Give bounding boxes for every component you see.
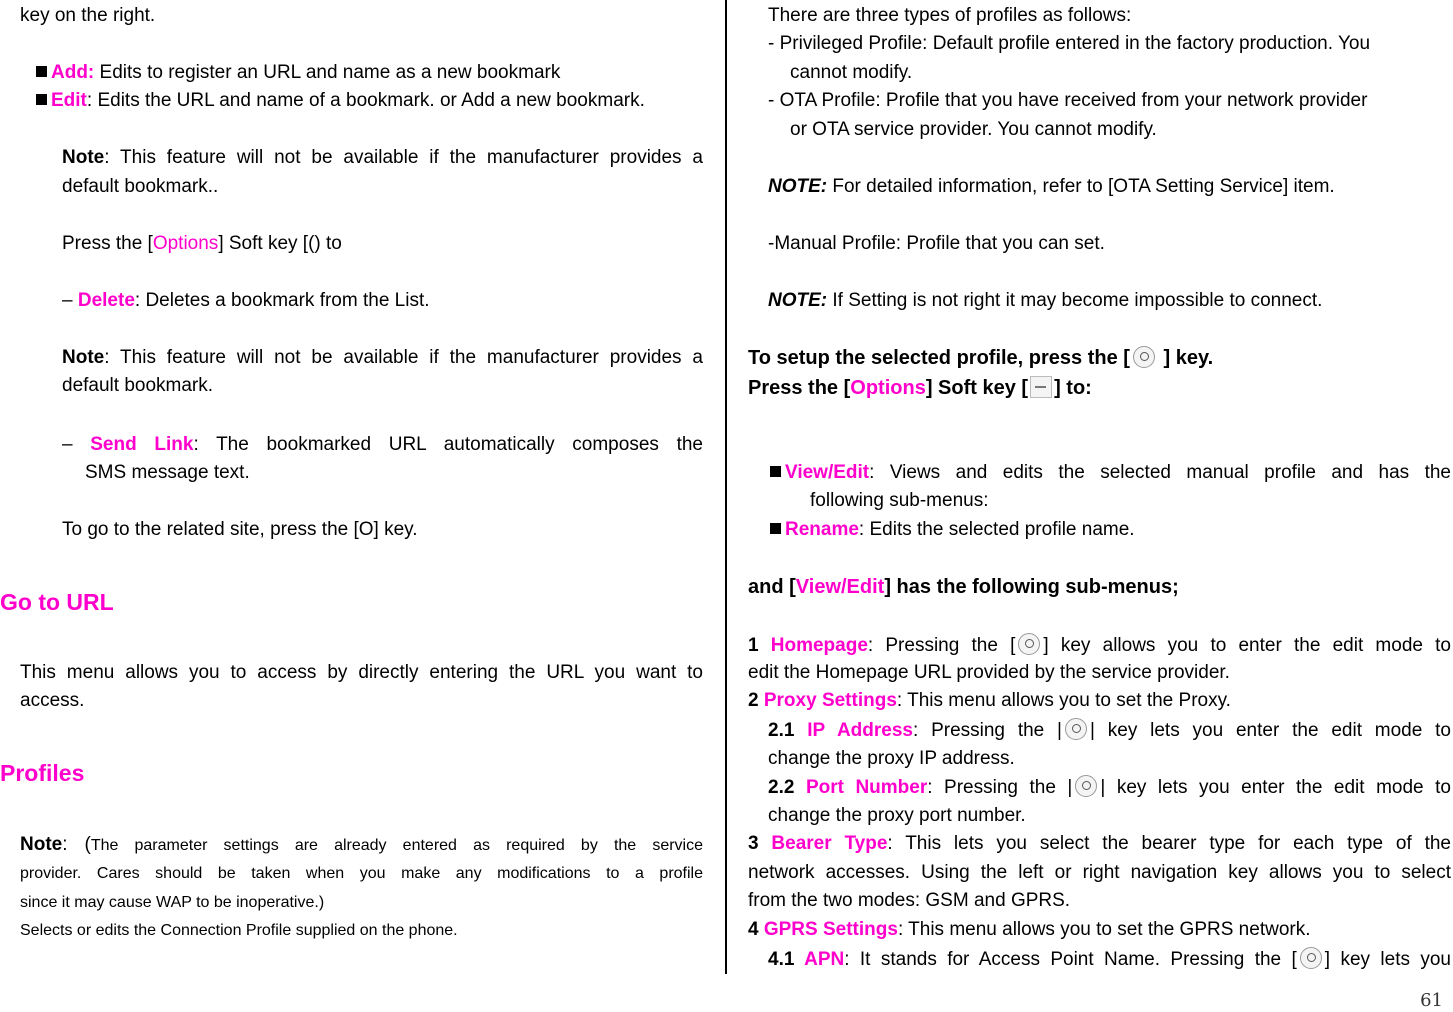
heading-profiles: Profiles [0,760,85,786]
press-options-line: Press the [Options] Soft key [() to [62,233,342,254]
goto-site-line: To go to the related site, press the [O] key. [62,519,418,540]
rename-item: Rename: Edits the selected profile name. [770,518,1135,542]
bullet-square-icon [36,94,47,105]
note-1-line-a: Note: This feature will not be available if the manufacturer provides a [62,147,703,168]
press-options-line: Press the [Options] Soft key [ ] to: [748,377,1092,399]
ok-key-icon [1065,718,1087,740]
ok-key-icon [1133,346,1155,368]
manual-profile-line: -Manual Profile: Profile that you can set. [768,233,1105,254]
ok-key-icon [1018,633,1040,655]
delete-item: – Delete: Deletes a bookmark from the List. [62,290,430,311]
ok-key-icon [1300,947,1322,969]
left-line-1: key on the right. [20,5,156,26]
soft-key-icon [1030,376,1052,398]
profiles-types-line: There are three types of profiles as follows: [768,5,1132,26]
homepage-line-a: 1 Homepage: Pressing the [ ] key allows you to enter the edit mode to [748,635,1451,656]
add-item: Add: Edits to register an URL and name as a new bookmark [36,61,560,85]
view-edit-item-b: following sub-menus: [810,490,989,511]
note-3-line-d: Selects or edits the Connection Profile supplied on the phone. [20,922,458,939]
ip-address-line-a: 2.1 IP Address: Pressing the | | key lets you enter the edit mode to [768,720,1451,741]
ota-line-b: or OTA service provider. You cannot modify. [790,119,1157,140]
ota-line-a: - OTA Profile: Profile that you have received from your network provider [768,90,1368,111]
note-3-line-c: since it may cause WAP to be inoperative.) [20,894,325,911]
note-b-line: NOTE: If Setting is not right it may become impossible to connect. [768,290,1323,311]
privileged-line-b: cannot modify. [790,62,913,83]
note-2-line-a: Note: This feature will not be available if the manufacturer provides a [62,347,703,368]
note-a-line: NOTE: For detailed information, refer to [OTA Setting Service] item. [768,176,1335,197]
note-3-line-a: Note: (The parameter settings are already entered as required by the service [20,834,704,855]
note-1-line-b: default bookmark.. [62,176,219,197]
page-number: 61 [1420,990,1443,1011]
send-link-line-b: SMS message text. [85,462,250,483]
heading-go-to-url: Go to URL [0,589,114,615]
send-link-line-a: – Send Link: The bookmarked URL automatically composes the [62,434,703,455]
bearer-type-line-c: from the two modes: GSM and GPRS. [748,890,1071,911]
apn-line: 4.1 APN: It stands for Access Point Name. Pressing the [ ] key lets you [768,949,1451,970]
proxy-settings-line: 2 Proxy Settings: This menu allows you to set the Proxy. [748,690,1231,711]
view-edit-item-a: View/Edit: Views and edits the selected manual profile and has the [770,461,1451,485]
bullet-square-icon [36,66,47,77]
bearer-type-line-a: 3 Bearer Type: This lets you select the bearer type for each type of the [748,833,1451,854]
note-2-line-b: default bookmark. [62,375,214,396]
port-number-line-a: 2.2 Port Number: Pressing the | | key lets you enter the edit mode to [768,777,1451,798]
go-to-url-desc-b: access. [20,690,85,711]
note-3-line-b: provider. Cares should be taken when you make any modifications to a profile [20,865,703,882]
homepage-line-b: edit the Homepage URL provided by the service provider. [748,662,1230,683]
column-divider [725,0,727,974]
go-to-url-desc-a: This menu allows you to access by directly entering the URL you want to [20,662,703,683]
submenus-heading: and [View/Edit] has the following sub-menus; [748,576,1179,598]
ok-key-icon [1075,775,1097,797]
privileged-line-a: - Privileged Profile: Default profile entered in the factory production. You [768,33,1371,54]
edit-item: Edit: Edits the URL and name of a bookmark. or Add a new bookmark. [36,89,645,113]
setup-line: To setup the selected profile, press the [ ] key. [748,347,1214,369]
ip-address-line-b: change the proxy IP address. [768,748,1015,769]
port-number-line-b: change the proxy port number. [768,805,1026,826]
bearer-type-line-b: network accesses. Using the left or right navigation key allows you to select [748,862,1451,883]
bullet-square-icon [770,523,781,534]
gprs-settings-line: 4 GPRS Settings: This menu allows you to set the GPRS network. [748,919,1311,940]
bullet-square-icon [770,466,781,477]
